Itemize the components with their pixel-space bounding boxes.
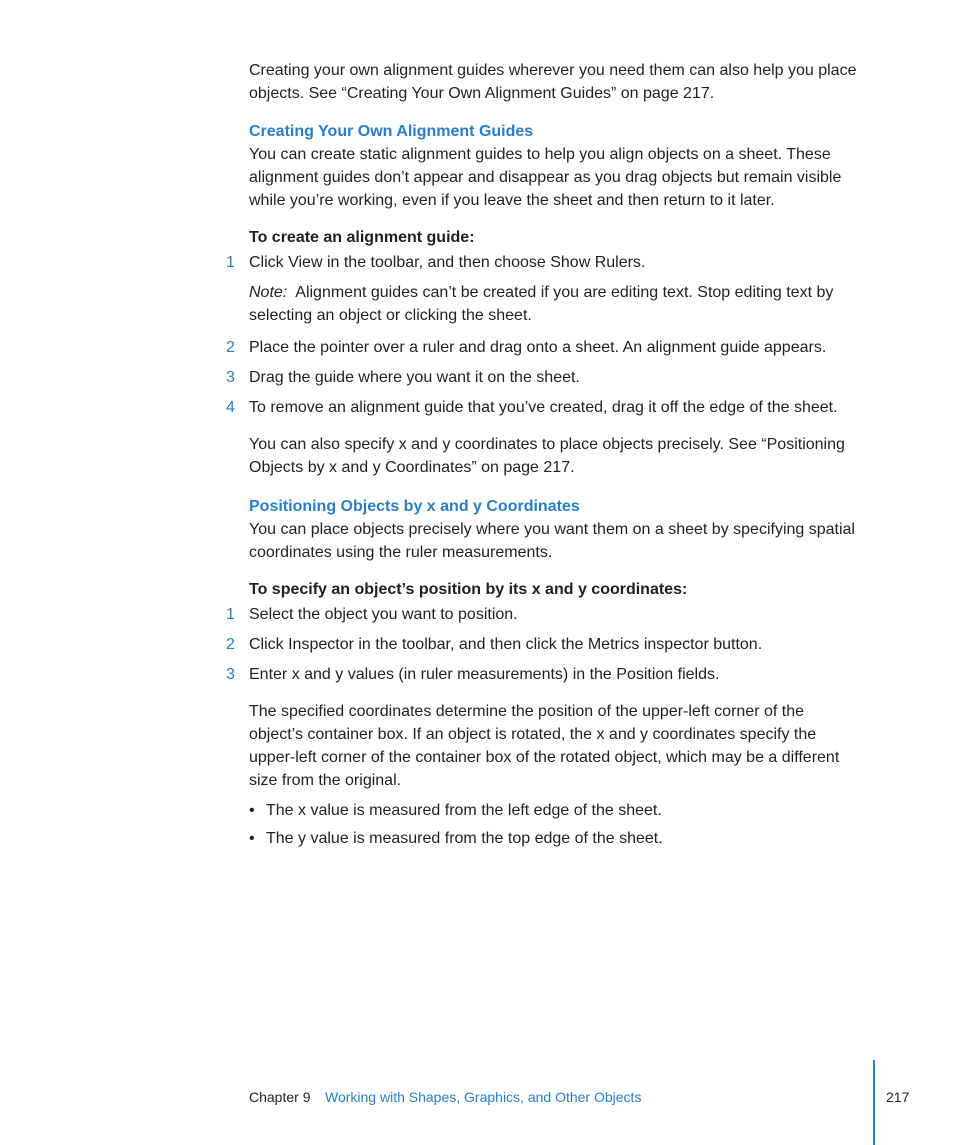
task-heading-create-guide: To create an alignment guide: <box>249 229 475 246</box>
footer-divider <box>873 1060 875 1145</box>
step-text: Enter x and y values (in ruler measurements) in the Position fields. <box>249 666 720 683</box>
bullet-mark: • <box>249 830 255 847</box>
intro-line-2: objects. See “Creating Your Own Alignment Guides” on page 217. <box>249 85 715 102</box>
note-line-2: selecting an object or clicking the sheet. <box>249 307 532 324</box>
step-number: 1 <box>226 254 235 271</box>
section-heading-alignment-guides: Creating Your Own Alignment Guides <box>249 123 534 140</box>
step-number: 2 <box>226 339 235 356</box>
section2-closing-line-1: The specified coordinates determine the position of the upper-left corner of the <box>249 703 804 720</box>
note-paragraph <box>249 281 879 327</box>
intro-paragraph <box>249 59 879 105</box>
step-number: 1 <box>226 606 235 623</box>
bullet-text: The x value is measured from the left edge of the sheet. <box>266 802 662 819</box>
step-number: 4 <box>226 399 235 416</box>
footer-chapter-label: Chapter 9 <box>249 1089 311 1105</box>
footer-page-number: 217 <box>886 1089 910 1105</box>
section2-closing-line-3: upper-left corner of the container box of the rotated object, which may be a different <box>249 749 840 766</box>
section2-closing-line-2: object’s container box. If an object is rotated, the x and y coordinates specify the <box>249 726 817 743</box>
section2-closing-line-4: size from the original. <box>249 772 402 789</box>
step-text: Click Inspector in the toolbar, and then click the Metrics inspector button. <box>249 636 763 653</box>
task-heading-specify-position: To specify an object’s position by its x and y coordinates: <box>249 581 688 598</box>
note-label: Note: <box>249 284 288 301</box>
section1-paragraph <box>249 143 879 212</box>
step-text: Drag the guide where you want it on the sheet. <box>249 369 580 386</box>
section1-closing-paragraph <box>249 433 879 479</box>
step-number: 2 <box>226 636 235 653</box>
step-text: Click View in the toolbar, and then choose Show Rulers. <box>249 254 646 271</box>
section2-line-2: coordinates using the ruler measurements. <box>249 544 553 561</box>
section1-line-3: while you’re working, even if you leave the sheet and then return to it later. <box>249 192 775 209</box>
section1-closing-line-2: Objects by x and y Coordinates” on page 217. <box>249 459 575 476</box>
step-number: 3 <box>226 666 235 683</box>
step-text: Place the pointer over a ruler and drag onto a sheet. An alignment guide appears. <box>249 339 827 356</box>
section1-line-1: You can create static alignment guides to help you align objects on a sheet. These <box>249 146 831 163</box>
note-line-1: Alignment guides can’t be created if you are editing text. Stop editing text by <box>295 284 834 301</box>
footer-chapter-title: Working with Shapes, Graphics, and Other Objects <box>325 1089 642 1105</box>
intro-line-1: Creating your own alignment guides wherever you need them can also help you place <box>249 62 857 79</box>
section-heading-positioning: Positioning Objects by x and y Coordinates <box>249 498 580 515</box>
step-number: 3 <box>226 369 235 386</box>
step-text: Select the object you want to position. <box>249 606 518 623</box>
section2-line-1: You can place objects precisely where you want them on a sheet by specifying spatial <box>249 521 855 538</box>
section2-closing-paragraph <box>249 700 879 792</box>
section2-paragraph <box>249 518 879 564</box>
bullet-mark: • <box>249 802 255 819</box>
step-text: To remove an alignment guide that you’ve created, drag it off the edge of the sheet. <box>249 399 838 416</box>
section1-line-2: alignment guides don’t appear and disappear as you drag objects but remain visible <box>249 169 842 186</box>
bullet-text: The y value is measured from the top edge of the sheet. <box>266 830 663 847</box>
section1-closing-line-1: You can also specify x and y coordinates to place objects precisely. See “Positioning <box>249 436 845 453</box>
